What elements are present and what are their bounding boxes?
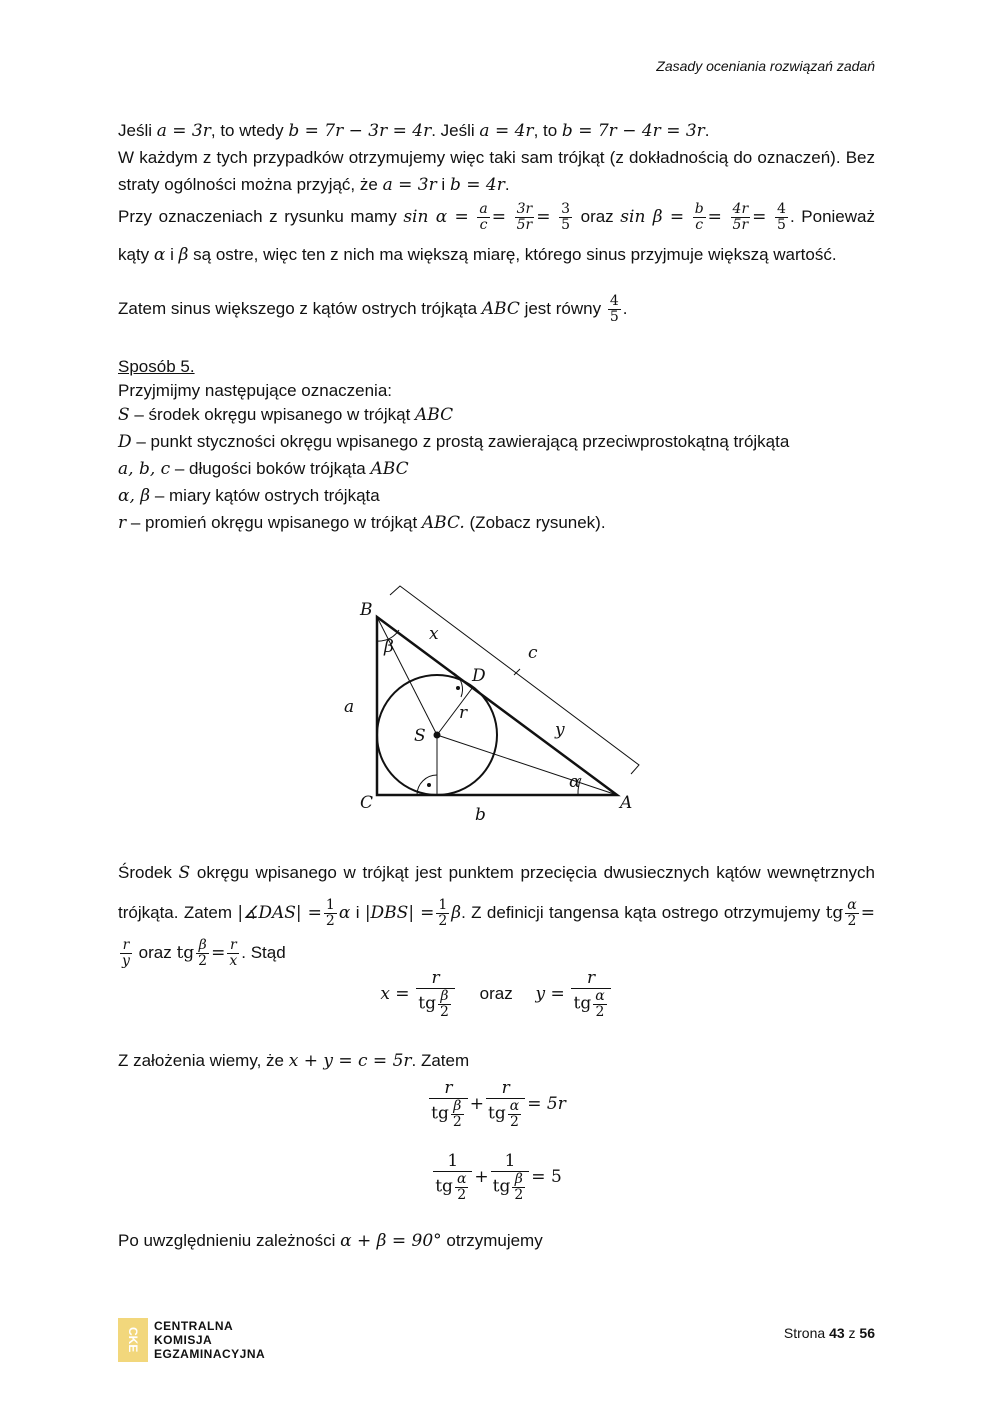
- fraction: $\frac{r}{y}$: [122, 937, 130, 970]
- center-point: [434, 732, 441, 739]
- fraction: $\frac{4r}{5r}$: [732, 201, 749, 234]
- triangle-abc: [377, 617, 617, 795]
- fraction: 1 tg $\frac{\beta}{2}$: [491, 1153, 530, 1202]
- math: β: [178, 245, 189, 265]
- definition-angles: α, β – miary kątów ostrych trójkąta: [118, 486, 380, 506]
- fraction: $\frac{4}{5}$: [777, 201, 786, 234]
- math: =: [536, 207, 551, 227]
- fraction: r tg $\frac{\alpha}{2}$: [571, 970, 610, 1019]
- right-angle-dot: [456, 686, 460, 690]
- label-b-vertex: B: [360, 600, 373, 620]
- fraction: $\frac{1}{2}$: [438, 897, 448, 930]
- text: Zatem sinus większego z kątów ostrych trójkąta: [118, 299, 482, 318]
- definition-d: D – punkt styczności okręgu wpisanego z prostą zawierającą przeciwprostokątną trójkąta: [118, 432, 790, 452]
- math: sin β =: [620, 207, 685, 227]
- label-a-vertex: A: [620, 793, 633, 813]
- text: oraz: [574, 207, 621, 226]
- label-side-a: a: [344, 697, 355, 717]
- text: W każdym z tych przypadków otrzymujemy więc taki sam trójkąt (z dokładnością do oznaczeń). Bez straty ogólności można przyjąć, że: [118, 148, 875, 194]
- fraction: r tg $\frac{\beta}{2}$: [416, 970, 455, 1019]
- text: Jeśli: [118, 121, 157, 140]
- definition-sides: a, b, c – długości boków trójkąta ABC: [118, 459, 409, 479]
- equation-sum-5: 1 tg $\frac{\alpha}{2}$ + 1 tg $\frac{\beta}{2}$ = 5: [435, 1151, 562, 1203]
- equation-sum-5r: r tg $\frac{\beta}{2}$ + r tg $\frac{\alpha}{2}$ = 5r: [431, 1078, 566, 1130]
- text: Przy oznaczeniach z rysunku mamy: [118, 207, 404, 226]
- paragraph-assumption: Z założenia wiemy, że x + y = c = 5r. Zatem: [118, 1051, 470, 1071]
- math: =: [752, 207, 767, 227]
- fraction: r tg $\frac{\beta}{2}$: [429, 1080, 468, 1129]
- text: okręgu wpisanego w trójkąt jest punktem przecięcia dwusiecznych kątów wewnętrznych trójkąta. Zatem: [118, 863, 875, 922]
- text: jest równy: [519, 299, 606, 318]
- math: α: [153, 245, 166, 265]
- math: b = 7r − 3r = 4r: [288, 121, 432, 141]
- bisector-a: [437, 735, 617, 795]
- label-c-vertex: C: [360, 793, 374, 813]
- fraction: r tg $\frac{\alpha}{2}$: [486, 1080, 525, 1129]
- text: .: [504, 175, 510, 194]
- label-y: y: [555, 720, 565, 740]
- label-x: x: [429, 624, 439, 644]
- text: , to: [533, 121, 562, 140]
- right-angle-dot: [427, 783, 431, 787]
- fraction: $\frac{3}{5}$: [561, 201, 570, 234]
- fraction: $\frac{\alpha}{2}$: [847, 897, 857, 930]
- radius-sd: [437, 687, 473, 735]
- definition-s: S – środek okręgu wpisanego w trójkąt ABC: [118, 405, 454, 425]
- paragraph-line-1: [118, 117, 875, 145]
- text: , to wtedy: [210, 121, 289, 140]
- section-title: Sposób 5.: [118, 357, 195, 376]
- logo-mark: CKE: [118, 1318, 148, 1362]
- fraction: $\frac{r}{x}$: [229, 937, 238, 970]
- paragraph-sines: [118, 198, 875, 274]
- math: a = 4r: [479, 121, 534, 141]
- math: ABC: [481, 299, 520, 319]
- text: i: [165, 245, 179, 264]
- logo-text: CENTRALNA KOMISJA EGZAMINACYJNA: [154, 1319, 266, 1361]
- text: . Ponieważ kąty: [118, 207, 875, 264]
- text: są ostre, więc ten z nich ma większą miarę, którego sinus przyjmuje większą wartość.: [188, 245, 837, 264]
- math: =: [491, 207, 506, 227]
- fraction: $\frac{a}{c}$: [479, 201, 488, 234]
- fraction: 1 tg $\frac{\alpha}{2}$: [433, 1153, 472, 1202]
- text: .: [622, 299, 628, 318]
- label-side-c: c: [528, 643, 538, 663]
- dimension-c: [390, 586, 639, 774]
- math: b = 7r − 4r = 3r: [561, 121, 705, 141]
- fraction: $\frac{4}{5}$: [609, 293, 619, 326]
- definitions-intro: Przyjmijmy następujące oznaczenia:: [118, 381, 393, 400]
- text: .: [704, 121, 710, 140]
- cke-logo: [118, 1318, 265, 1362]
- label-alpha: α: [569, 772, 581, 792]
- label-beta: β: [384, 637, 394, 657]
- math: b = 4r: [449, 175, 505, 195]
- method-title: [118, 353, 875, 380]
- paragraph-cases: [118, 144, 875, 199]
- fraction: $\frac{\beta}{2}$: [198, 937, 208, 970]
- paragraph-bisectors: Środek S okręgu wpisanego w trójkąt jest punktem przecięcia dwusiecznych kątów wewnętrznych trójkąta. Zatem |∡DAS| = $\frac{1}{2}$ α i |DBS| = $\frac{1}{2}$ β. Z definicji tangensa kąta ostrego otrzymujemy tg $\frac{\alpha}{2}$ = $\frac{r}{y}$ oraz tg $\frac{\beta}{2}$ = $\frac{r}{x}$ . Stąd: [118, 863, 875, 970]
- fraction: $\frac{1}{2}$: [325, 897, 335, 930]
- page-number: Strona 43 z 56: [783, 1325, 875, 1341]
- text: i: [436, 175, 450, 194]
- math: sin α =: [403, 207, 469, 227]
- label-s: S: [414, 726, 426, 746]
- page-header: Zasady oceniania rozwiązań zadań: [656, 58, 875, 74]
- triangle-figure: [330, 575, 660, 830]
- math: =: [707, 207, 722, 227]
- text: Środek: [118, 863, 179, 882]
- text: . Jeśli: [431, 121, 480, 140]
- paragraph-conclusion: [118, 290, 875, 328]
- label-r: r: [459, 703, 468, 723]
- fraction: $\frac{b}{c}$: [694, 201, 704, 234]
- math: a = 3r: [156, 121, 211, 141]
- equation-x-y: x = r tg $\frac{\beta}{2}$ oraz y = r tg $\frac{\alpha}{2}$: [118, 970, 875, 1019]
- math: a = 3r: [382, 175, 437, 195]
- label-side-b: b: [475, 805, 486, 825]
- fraction: $\frac{3r}{5r}$: [516, 201, 533, 234]
- label-d: D: [472, 666, 486, 686]
- definition-radius: r – promień okręgu wpisanego w trójkąt ABC. (Zobacz rysunek).: [118, 513, 606, 533]
- paragraph-final: Po uwzględnieniu zależności α + β = 90° otrzymujemy: [118, 1231, 543, 1251]
